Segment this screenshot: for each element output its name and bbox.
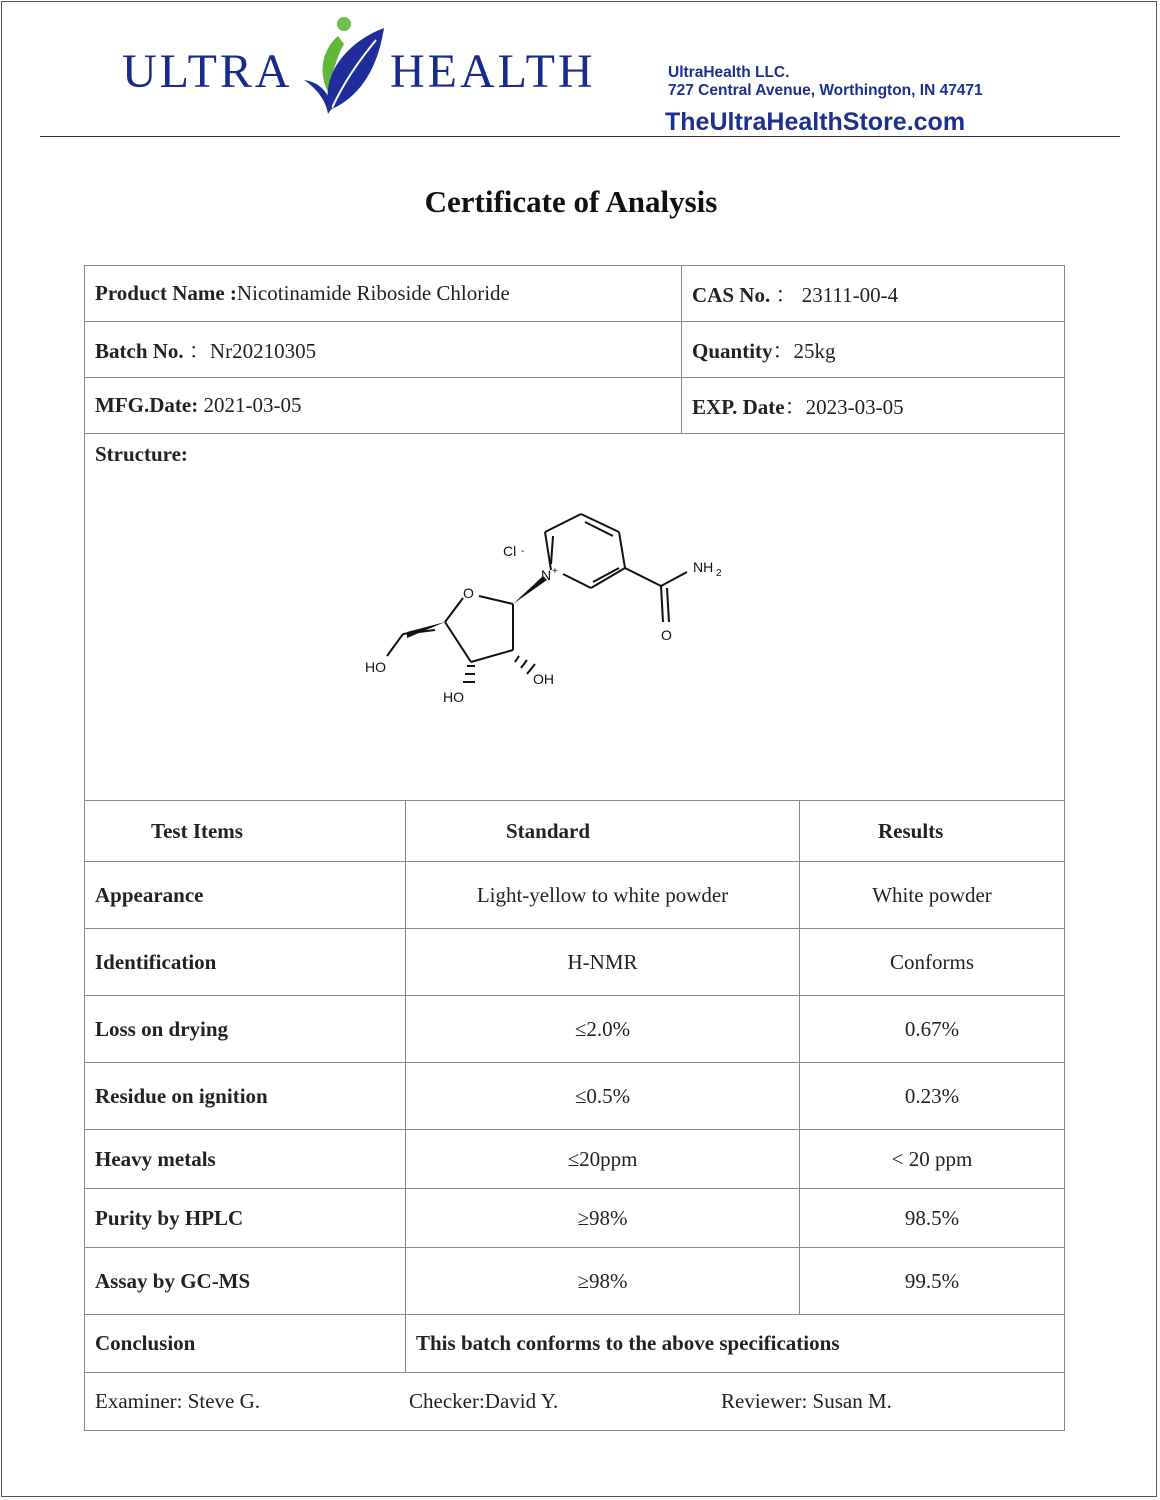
test-standard: ≤2.0% — [406, 996, 800, 1063]
chemical-structure-diagram — [355, 474, 755, 714]
table-row — [85, 1130, 1065, 1189]
signature-row — [85, 1373, 1065, 1431]
table-row — [85, 1063, 1065, 1130]
leaf-logo-icon — [292, 10, 392, 120]
atom-oh-right: OH — [533, 671, 554, 687]
test-standard: ≤0.5% — [406, 1063, 800, 1130]
test-result: 98.5% — [800, 1189, 1065, 1248]
test-result: 99.5% — [800, 1248, 1065, 1315]
structure-cell — [85, 434, 1065, 801]
test-result: 0.23% — [800, 1063, 1065, 1130]
company-name: UltraHealth LLC. — [668, 64, 790, 81]
coa-table — [84, 265, 1065, 1431]
header-standard: Standard — [406, 801, 800, 862]
test-item: Residue on ignition — [85, 1063, 406, 1130]
exp-date-label: EXP. Date — [692, 394, 785, 419]
mfg-date-cell — [85, 378, 682, 434]
test-header-row — [85, 801, 1065, 862]
svg-text:2: 2 — [716, 568, 722, 579]
mfg-date-value: 2021-03-05 — [203, 393, 302, 417]
table-row — [85, 1189, 1065, 1248]
company-block — [668, 64, 983, 100]
test-item: Appearance — [85, 862, 406, 929]
examiner-signature: Examiner: Steve G. — [95, 1389, 261, 1413]
svg-text:-: - — [521, 546, 525, 557]
cas-value: ： 23111-00-4 — [775, 282, 899, 307]
quantity-value: ：25kg — [772, 338, 836, 363]
atom-n: N — [541, 567, 552, 583]
test-result: 0.67% — [800, 996, 1065, 1063]
test-item: Heavy metals — [85, 1130, 406, 1189]
logo-text-right: HEALTH — [390, 45, 596, 98]
batch-cell — [85, 322, 682, 378]
checker-signature: Checker:David Y. — [409, 1389, 559, 1413]
atom-cl: Cl — [503, 543, 517, 559]
atom-ho-left: HO — [365, 659, 386, 675]
exp-date-cell — [682, 378, 1065, 434]
exp-date-value: ：2023-03-05 — [784, 394, 904, 419]
test-standard: ≤20ppm — [406, 1130, 800, 1189]
batch-label: Batch No. — [95, 338, 184, 363]
atom-o-carbonyl: O — [661, 627, 672, 643]
website-link[interactable]: TheUltraHealthStore.com — [665, 108, 966, 136]
signature-cell — [85, 1373, 1065, 1431]
svg-text:+: + — [552, 566, 558, 577]
test-result: Conforms — [800, 929, 1065, 996]
structure-row — [85, 434, 1065, 801]
reviewer-signature: Reviewer: Susan M. — [721, 1389, 892, 1413]
cas-label: CAS No. — [692, 282, 771, 307]
product-name-label: Product Name : — [95, 281, 237, 305]
document-title: Certificate of Analysis — [424, 184, 718, 219]
table-row — [85, 1248, 1065, 1315]
product-name-value: Nicotinamide Riboside Chloride — [236, 281, 510, 305]
table-row — [85, 862, 1065, 929]
mfg-date-label: MFG.Date: — [95, 393, 199, 417]
company-address: 727 Central Avenue, Worthington, IN 47471 — [668, 82, 983, 99]
info-row-batch — [85, 322, 1065, 378]
test-item: Purity by HPLC — [85, 1189, 406, 1248]
test-result: White powder — [800, 862, 1065, 929]
test-item: Identification — [85, 929, 406, 996]
test-item: Assay by GC-MS — [85, 1248, 406, 1315]
test-result: < 20 ppm — [800, 1130, 1065, 1189]
test-standard: ≥98% — [406, 1189, 800, 1248]
atom-ho-bottom: HO — [443, 689, 464, 705]
cas-cell — [682, 266, 1065, 322]
table-row — [85, 929, 1065, 996]
atom-o-ring: O — [463, 585, 474, 601]
conclusion-text: This batch conforms to the above specifications — [406, 1315, 1065, 1373]
header-divider — [40, 136, 1120, 137]
quantity-cell — [682, 322, 1065, 378]
logo-text-left: ULTRA — [122, 45, 293, 98]
batch-value: ：Nr20210305 — [188, 338, 317, 363]
test-standard: ≥98% — [406, 1248, 800, 1315]
table-row — [85, 996, 1065, 1063]
header-test-items: Test Items — [85, 801, 406, 862]
conclusion-label: Conclusion — [85, 1315, 406, 1373]
conclusion-row — [85, 1315, 1065, 1373]
test-standard: Light-yellow to white powder — [406, 862, 800, 929]
header-results: Results — [800, 801, 1065, 862]
test-item: Loss on drying — [85, 996, 406, 1063]
structure-label: Structure: — [95, 442, 188, 466]
quantity-label: Quantity — [692, 338, 773, 363]
atom-nh2: NH — [693, 559, 714, 575]
test-standard: H-NMR — [406, 929, 800, 996]
product-name-cell — [85, 266, 682, 322]
info-row-product — [85, 266, 1065, 322]
info-row-dates — [85, 378, 1065, 434]
